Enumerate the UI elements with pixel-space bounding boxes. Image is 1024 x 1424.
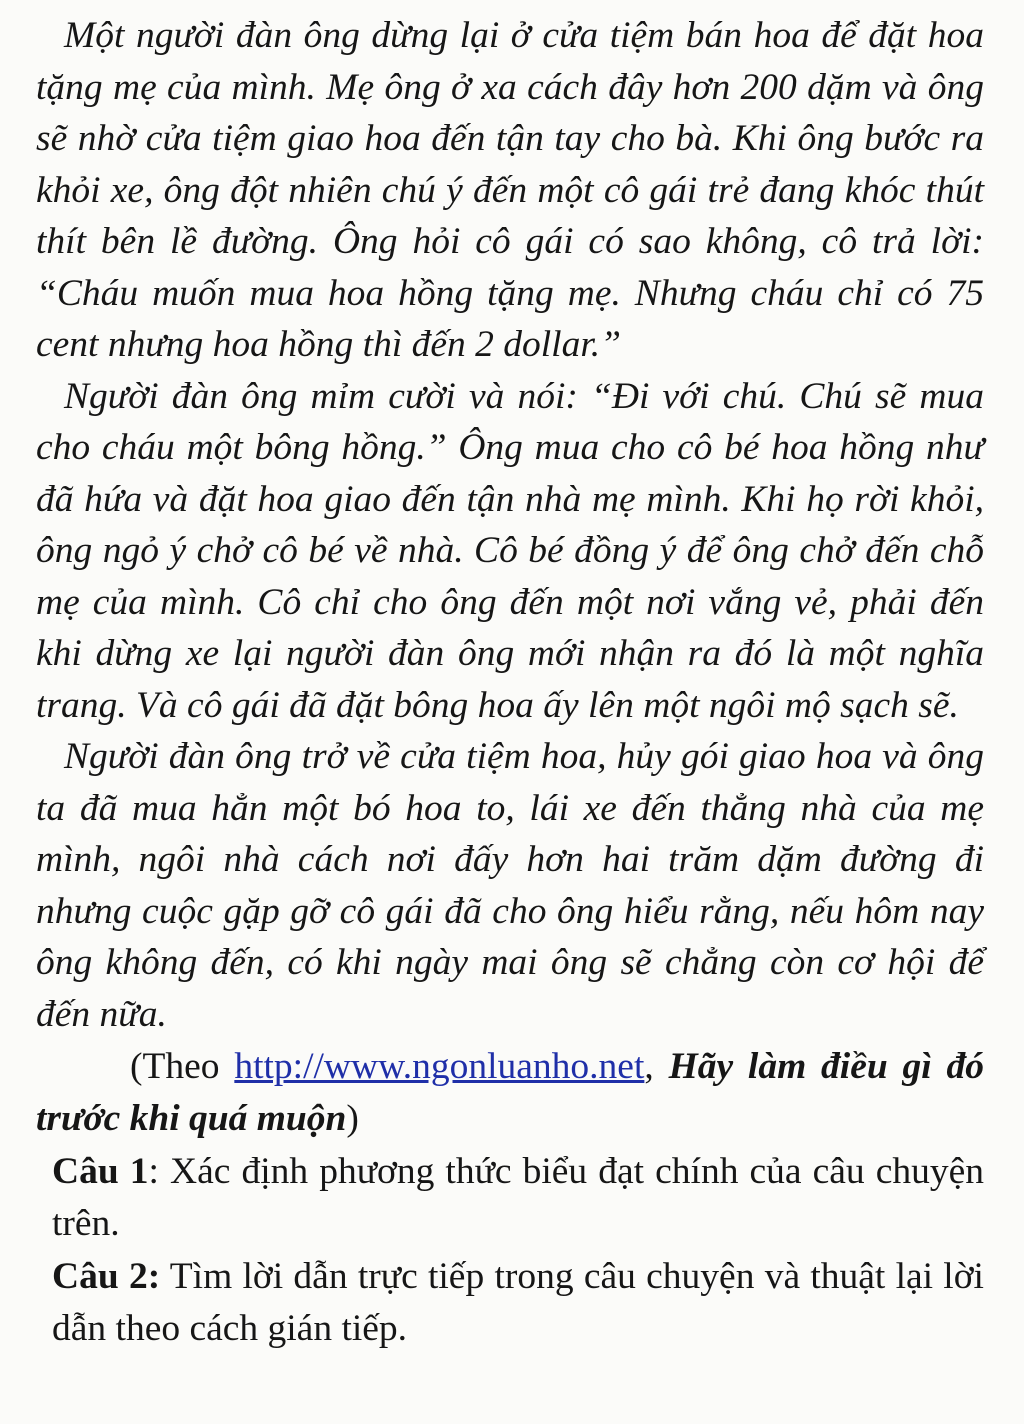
question-2	[36, 1251, 984, 1354]
source-separator: ,	[644, 1046, 669, 1087]
source-suffix: )	[346, 1097, 359, 1139]
question-2-text: Tìm lời dẫn trực tiếp trong câu chuyện và thuật lại lời dẫn theo cách gián tiếp.	[52, 1256, 984, 1349]
source-title: Hãy làm điều gì đó trước khi quá muộn	[36, 1046, 984, 1139]
story-paragraph-2: Người đàn ông mỉm cười và nói: “Đi với chú. Chú sẽ mua cho cháu một bông hồng.” Ông mua cho cô bé hoa hồng như đã hứa và đặt hoa giao đến tận nhà mẹ mình. Khi họ rời khỏi, ông ngỏ ý chở cô bé về nhà. Cô bé đồng ý để ông chở đến chỗ mẹ của mình. Cô chỉ cho ông đến một nơi vắng vẻ, phải đến khi dừng xe lại người đàn ông mới nhận ra đó là một nghĩa trang. Và cô gái đã đặt bông hoa ấy lên một ngôi mộ sạch sẽ.	[36, 375, 984, 726]
source-link[interactable]: http://www.ngonluanho.net	[234, 1046, 645, 1087]
question-2-colon	[160, 1256, 170, 1297]
question-1-text: Xác định phương thức biểu đạt chính của câu chuyện trên.	[52, 1151, 985, 1244]
source-prefix: (Theo	[130, 1046, 235, 1087]
story-paragraph-1: Một người đàn ông dừng lại ở cửa tiệm bán hoa để đặt hoa tặng mẹ của mình. Mẹ ông ở xa cách đây hơn 200 dặm và ông sẽ nhờ cửa tiệm giao hoa đến tận tay cho bà. Khi ông bước ra khỏi xe, ông đột nhiên chú ý đến một cô gái trẻ đang khóc thút thít bên lề đường. Ông hỏi cô gái có sao không, cô trả lời: “Cháu muốn mua hoa hồng tặng mẹ. Nhưng cháu chỉ có 75 cent nhưng hoa hồng thì đến 2 dollar.”	[36, 15, 984, 365]
question-1-colon: :	[148, 1151, 171, 1192]
story-paragraph-3: Người đàn ông trở về cửa tiệm hoa, hủy gói giao hoa và ông ta đã mua hẳn một bó hoa to, lái xe đến thẳng nhà của mẹ mình, ngôi nhà cách nơi đấy hơn hai trăm dặm đường đi nhưng cuộc gặp gỡ cô gái đã cho ông hiểu rằng, nếu hôm nay ông không đến, có khi ngày mai ông sẽ chẳng còn cơ hội để đến nữa.	[36, 736, 984, 1035]
question-2-label: Câu 2:	[52, 1256, 161, 1297]
question-1-label: Câu 1	[52, 1151, 149, 1192]
story-text	[36, 10, 984, 1040]
source-citation	[36, 1041, 984, 1144]
question-1	[36, 1146, 984, 1249]
